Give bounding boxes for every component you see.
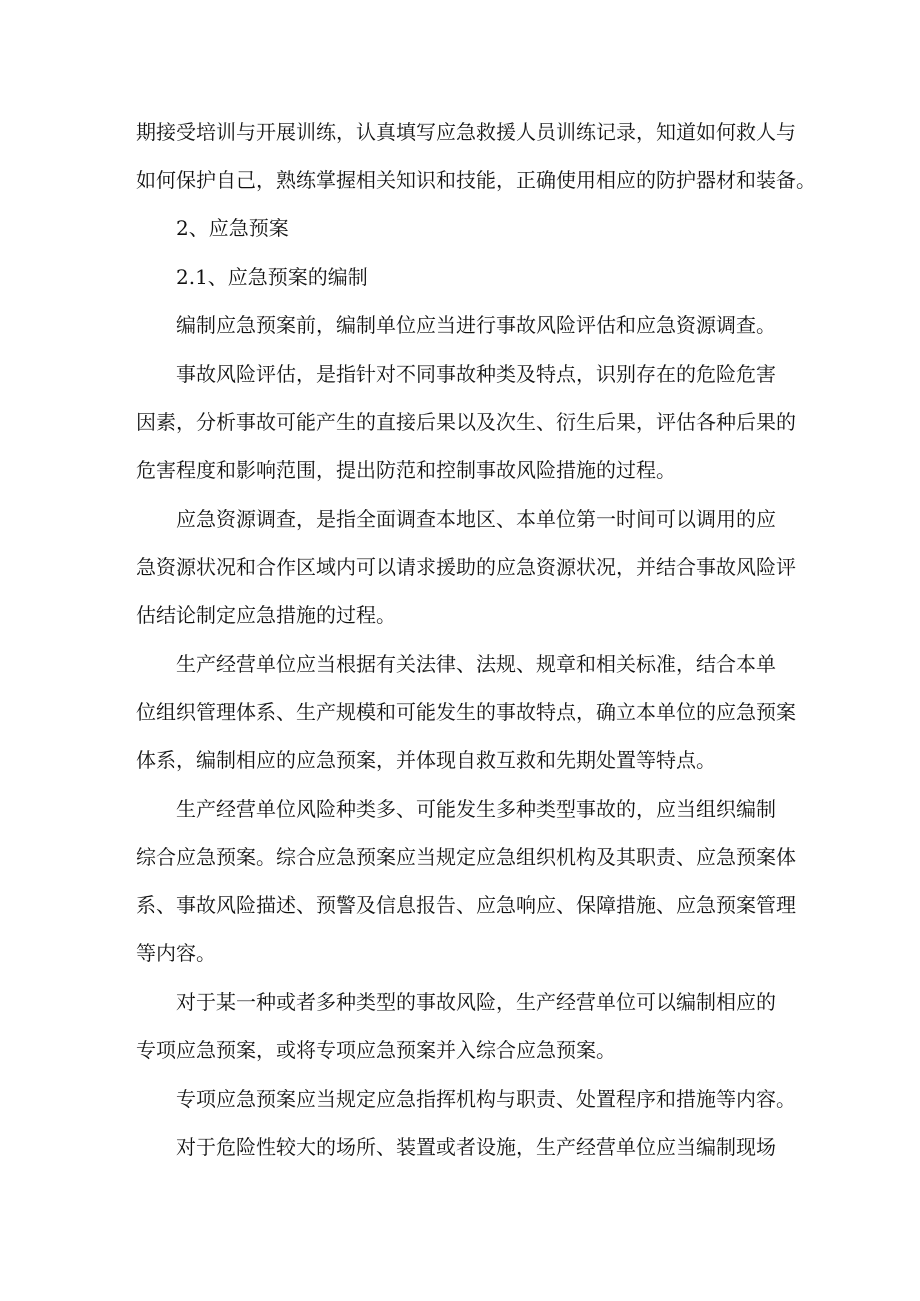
paragraph-line: 对于某一种或者多种类型的事故风险，生产经营单位可以编制相应的: [176, 990, 776, 1014]
paragraph-line: 专项应急预案应当规定应急指挥机构与职责、处置程序和措施等内容。: [176, 1087, 796, 1111]
text-line: 如何保护自己，熟练掌握相关知识和技能，正确使用相应的防护器材和装备。: [136, 168, 816, 192]
subsection-heading: 2.1、应急预案的编制: [176, 265, 368, 289]
paragraph-line: 应急资源调查，是指全面调查本地区、本单位第一时间可以调用的应: [176, 507, 776, 531]
text-line: 期接受培训与开展训练，认真填写应急救援人员训练记录，知道如何救人与: [136, 120, 796, 144]
text-line: 急资源状况和合作区域内可以请求援助的应急资源状况，并结合事故风险评: [136, 555, 796, 579]
paragraph-line: 事故风险评估，是指针对不同事故种类及特点，识别存在的危险危害: [176, 362, 776, 386]
text-line: 估结论制定应急措施的过程。: [136, 603, 396, 627]
paragraph-line: 生产经营单位风险种类多、可能发生多种类型事故的，应当组织编制: [176, 797, 776, 821]
text-line: 综合应急预案。综合应急预案应当规定应急组织机构及其职责、应急预案体: [136, 845, 796, 869]
text-line: 因素，分析事故可能产生的直接后果以及次生、衍生后果，评估各种后果的: [136, 410, 796, 434]
section-heading: 2、应急预案: [176, 216, 289, 240]
text-line: 系、事故风险描述、预警及信息报告、应急响应、保障措施、应急预案管理: [136, 893, 796, 917]
text-line: 位组织管理体系、生产规模和可能发生的事故特点，确立本单位的应急预案: [136, 700, 796, 724]
paragraph-line: 编制应急预案前，编制单位应当进行事故风险评估和应急资源调查。: [176, 313, 776, 337]
text-line: 危害程度和影响范围，提出防范和控制事故风险措施的过程。: [136, 458, 676, 482]
text-line: 专项应急预案，或将专项应急预案并入综合应急预案。: [136, 1038, 616, 1062]
paragraph-line: 对于危险性较大的场所、装置或者设施，生产经营单位应当编制现场: [176, 1135, 776, 1159]
paragraph-line: 生产经营单位应当根据有关法律、法规、规章和相关标准，结合本单: [176, 652, 776, 676]
text-line: 等内容。: [136, 941, 216, 965]
text-line: 体系，编制相应的应急预案，并体现自救互救和先期处置等特点。: [136, 748, 716, 772]
